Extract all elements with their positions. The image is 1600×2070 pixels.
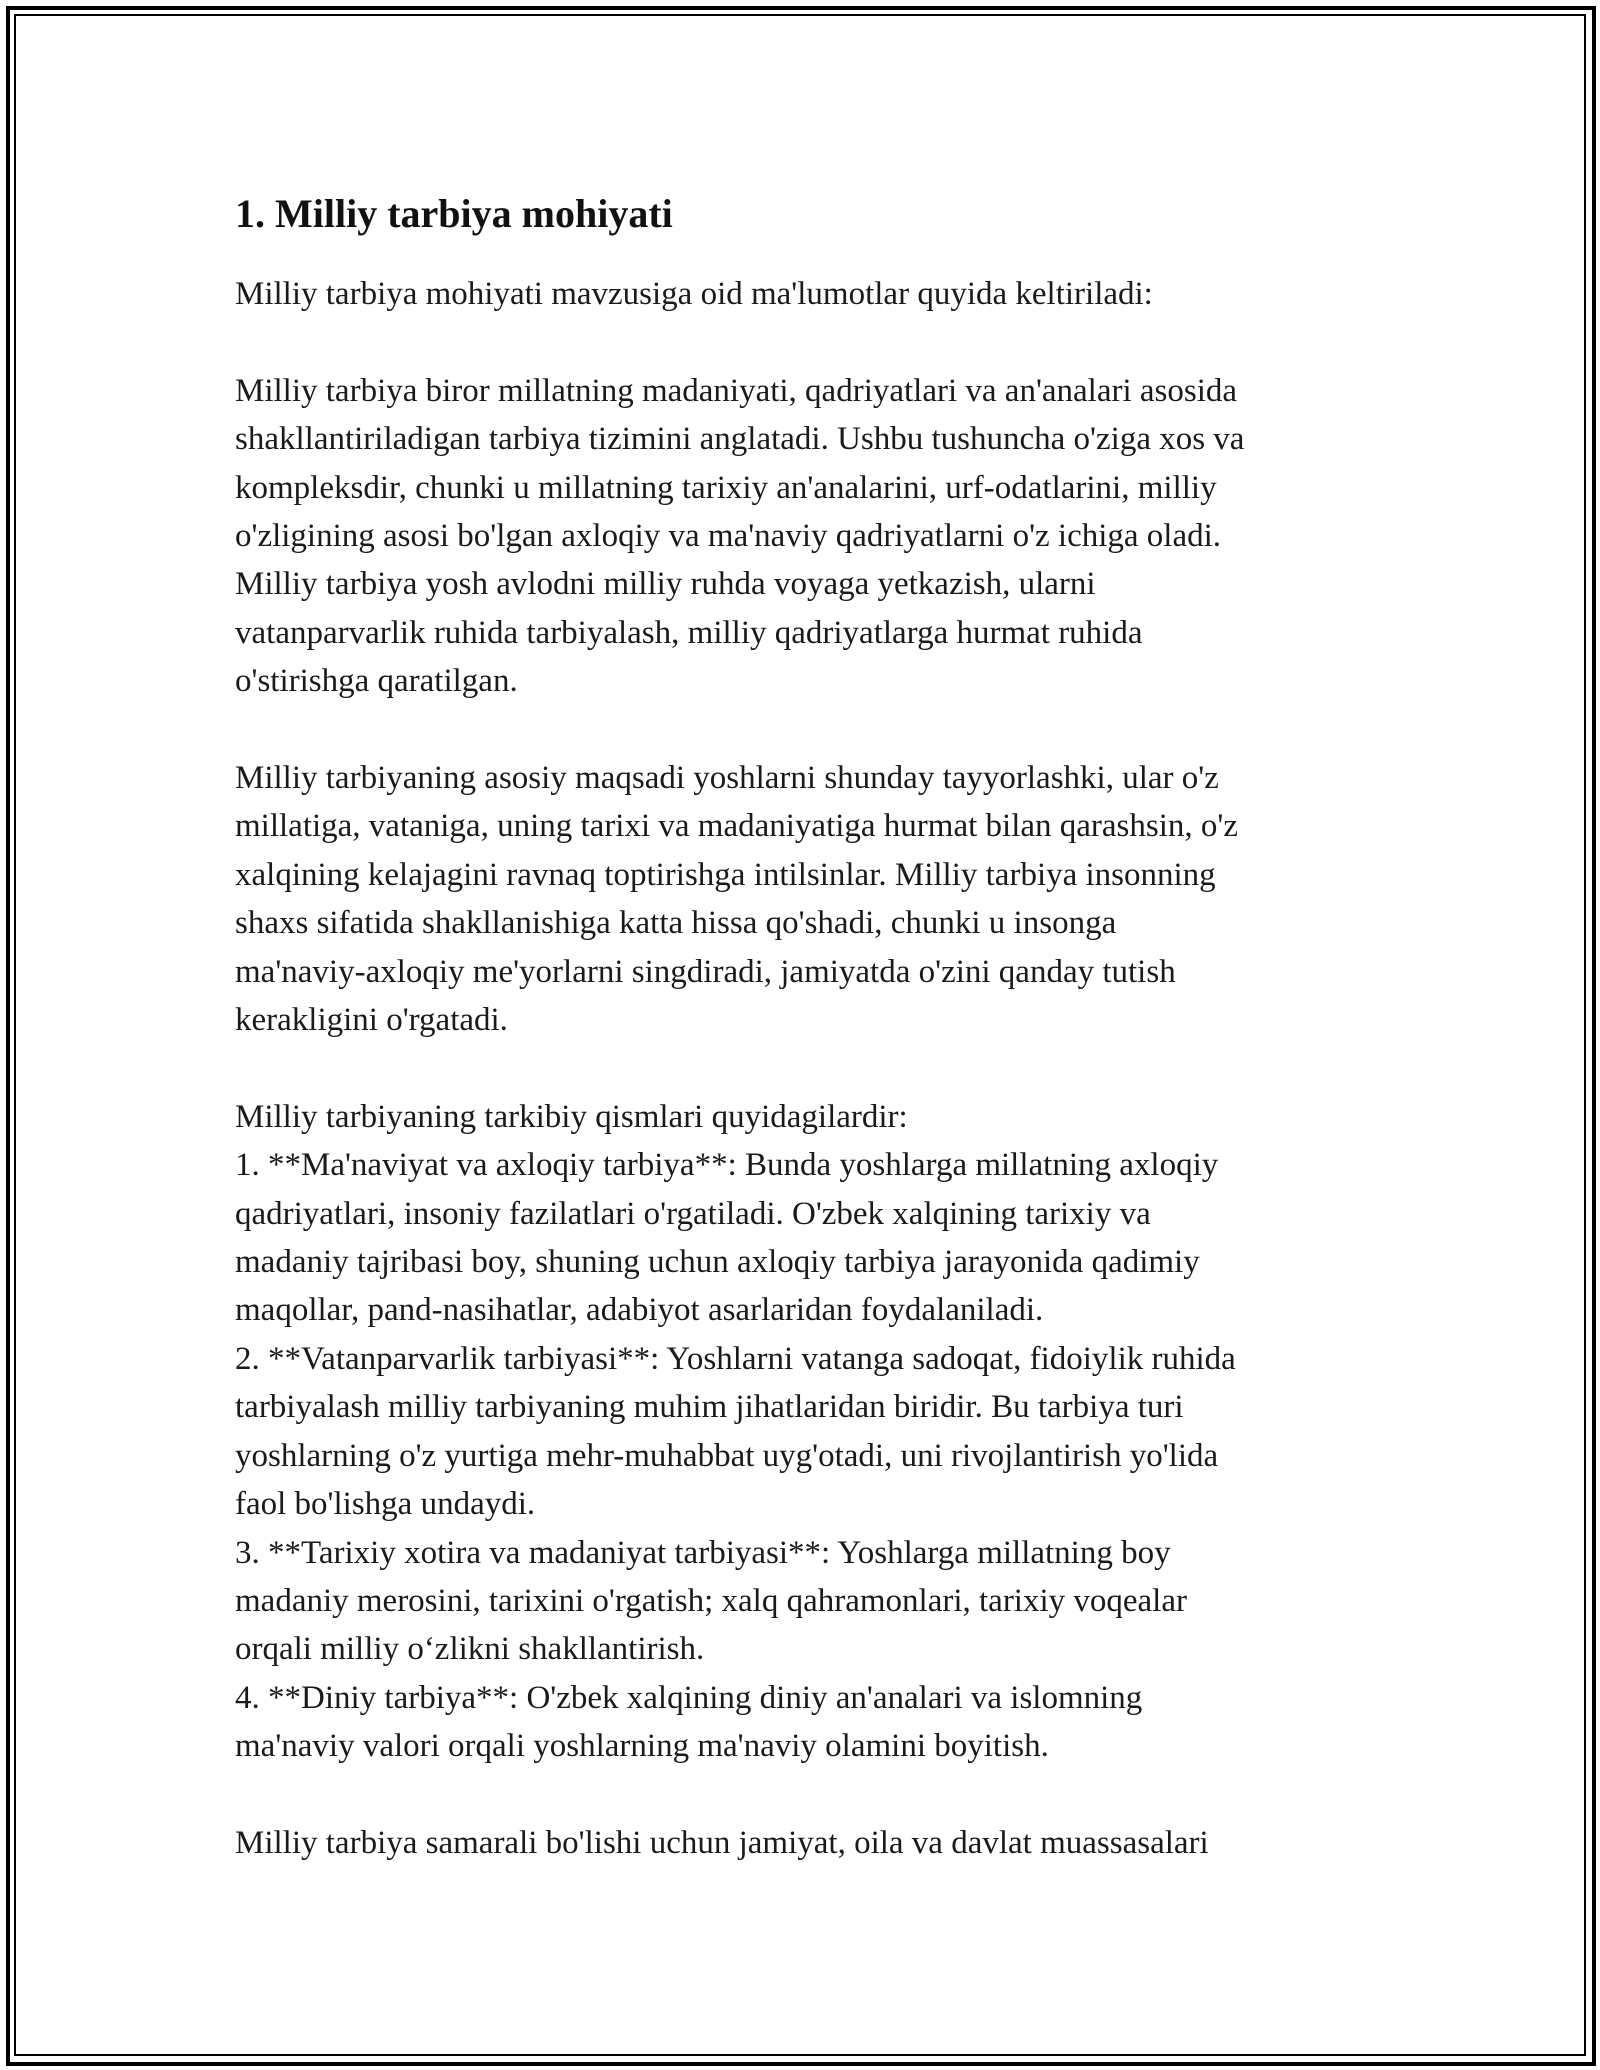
- text-line: maqollar, pand-nasihatlar, adabiyot asarlaridan foydalaniladi.: [235, 1292, 1044, 1329]
- paragraph-definition: [235, 367, 1365, 706]
- text-line: Milliy tarbiya yosh avlodni milliy ruhda voyaga yetkazish, ularni: [235, 566, 1096, 603]
- text-line: kompleksdir, chunki u millatning tarixiy an'analarini, urf-odatlarini, milliy: [235, 469, 1217, 506]
- text-line: kerakligini o'rgatadi.: [235, 1002, 508, 1039]
- text-line: shakllantiriladigan tarbiya tizimini anglatadi. Ushbu tushuncha o'ziga xos va: [235, 421, 1245, 458]
- text-line: tarbiyalash milliy tarbiyaning muhim jihatlaridan biridir. Bu tarbiya turi: [235, 1389, 1184, 1426]
- text-line: orqali milliy o‘zlikni shakllantirish.: [235, 1631, 705, 1668]
- text-line: faol bo'lishga undaydi.: [235, 1486, 536, 1523]
- list-item: 4. **Diniy tarbiya**: O'zbek xalqining diniy an'analari va islomning: [235, 1679, 1143, 1716]
- paragraph-conclusion: [235, 1819, 1365, 1867]
- text-line: Milliy tarbiya biror millatning madaniyati, qadriyatlari va an'analari asosida: [235, 372, 1238, 409]
- text-line: madaniy tajribasi boy, shuning uchun axloqiy tarbiya jarayonida qadimiy: [235, 1244, 1200, 1281]
- text-line: vatanparvarlik ruhida tarbiyalash, milliy qadriyatlarga hurmat ruhida: [235, 614, 1143, 651]
- text-line: yoshlarning o'z yurtiga mehr-muhabbat uyg'otadi, uni rivojlantirish yo'lida: [235, 1437, 1219, 1474]
- intro-paragraph: [235, 270, 1365, 318]
- list-item: 1. **Ma'naviyat va axloqiy tarbiya**: Bunda yoshlarga millatning axloqiy: [235, 1147, 1219, 1184]
- text-line: Milliy tarbiyaning asosiy maqsadi yoshlarni shunday tayyorlashki, ular o'z: [235, 760, 1219, 797]
- list-item: 3. **Tarixiy xotira va madaniyat tarbiyasi**: Yoshlarga millatning boy: [235, 1534, 1171, 1571]
- list-item: 2. **Vatanparvarlik tarbiyasi**: Yoshlarni vatanga sadoqat, fidoiylik ruhida: [235, 1340, 1236, 1377]
- text-line: shaxs sifatida shakllanishiga katta hissa qo'shadi, chunki u insonga: [235, 905, 1117, 942]
- text-line: o'stirishga qaratilgan.: [235, 663, 518, 700]
- list-heading: Milliy tarbiyaning tarkibiy qismlari quyidagilardir:: [235, 1098, 908, 1135]
- text-line: qadriyatlari, insoniy fazilatlari o'rgatiladi. O'zbek xalqining tarixiy va: [235, 1195, 1151, 1232]
- text-line: o'zligining asosi bo'lgan axloqiy va ma'naviy qadriyatlarni o'z ichiga oladi.: [235, 518, 1222, 555]
- text-line: madaniy merosini, tarixini o'rgatish; xalq qahramonlari, tarixiy voqealar: [235, 1582, 1187, 1619]
- text-line: ma'naviy-axloqiy me'yorlarni singdiradi, jamiyatda o'zini qanday tutish: [235, 953, 1176, 990]
- text-line: Milliy tarbiya samarali bo'lishi uchun jamiyat, oila va davlat muassasalari: [235, 1824, 1209, 1861]
- text-line: ma'naviy valori orqali yoshlarning ma'naviy olamini boyitish.: [235, 1728, 1049, 1765]
- paragraph-purpose: [235, 754, 1365, 1044]
- paragraph-components-list: [235, 1093, 1365, 1771]
- text-line: xalqining kelajagini ravnaq toptirishga intilsinlar. Milliy tarbiya insonning: [235, 856, 1216, 893]
- document-body: [235, 190, 1365, 1916]
- text-line: Milliy tarbiya mohiyati mavzusiga oid ma'lumotlar quyida keltiriladi:: [235, 276, 1153, 312]
- text-line: millatiga, vataniga, uning tarixi va madaniyatiga hurmat bilan qarashsin, o'z: [235, 808, 1238, 845]
- page-title: 1. Milliy tarbiya mohiyati: [235, 191, 673, 236]
